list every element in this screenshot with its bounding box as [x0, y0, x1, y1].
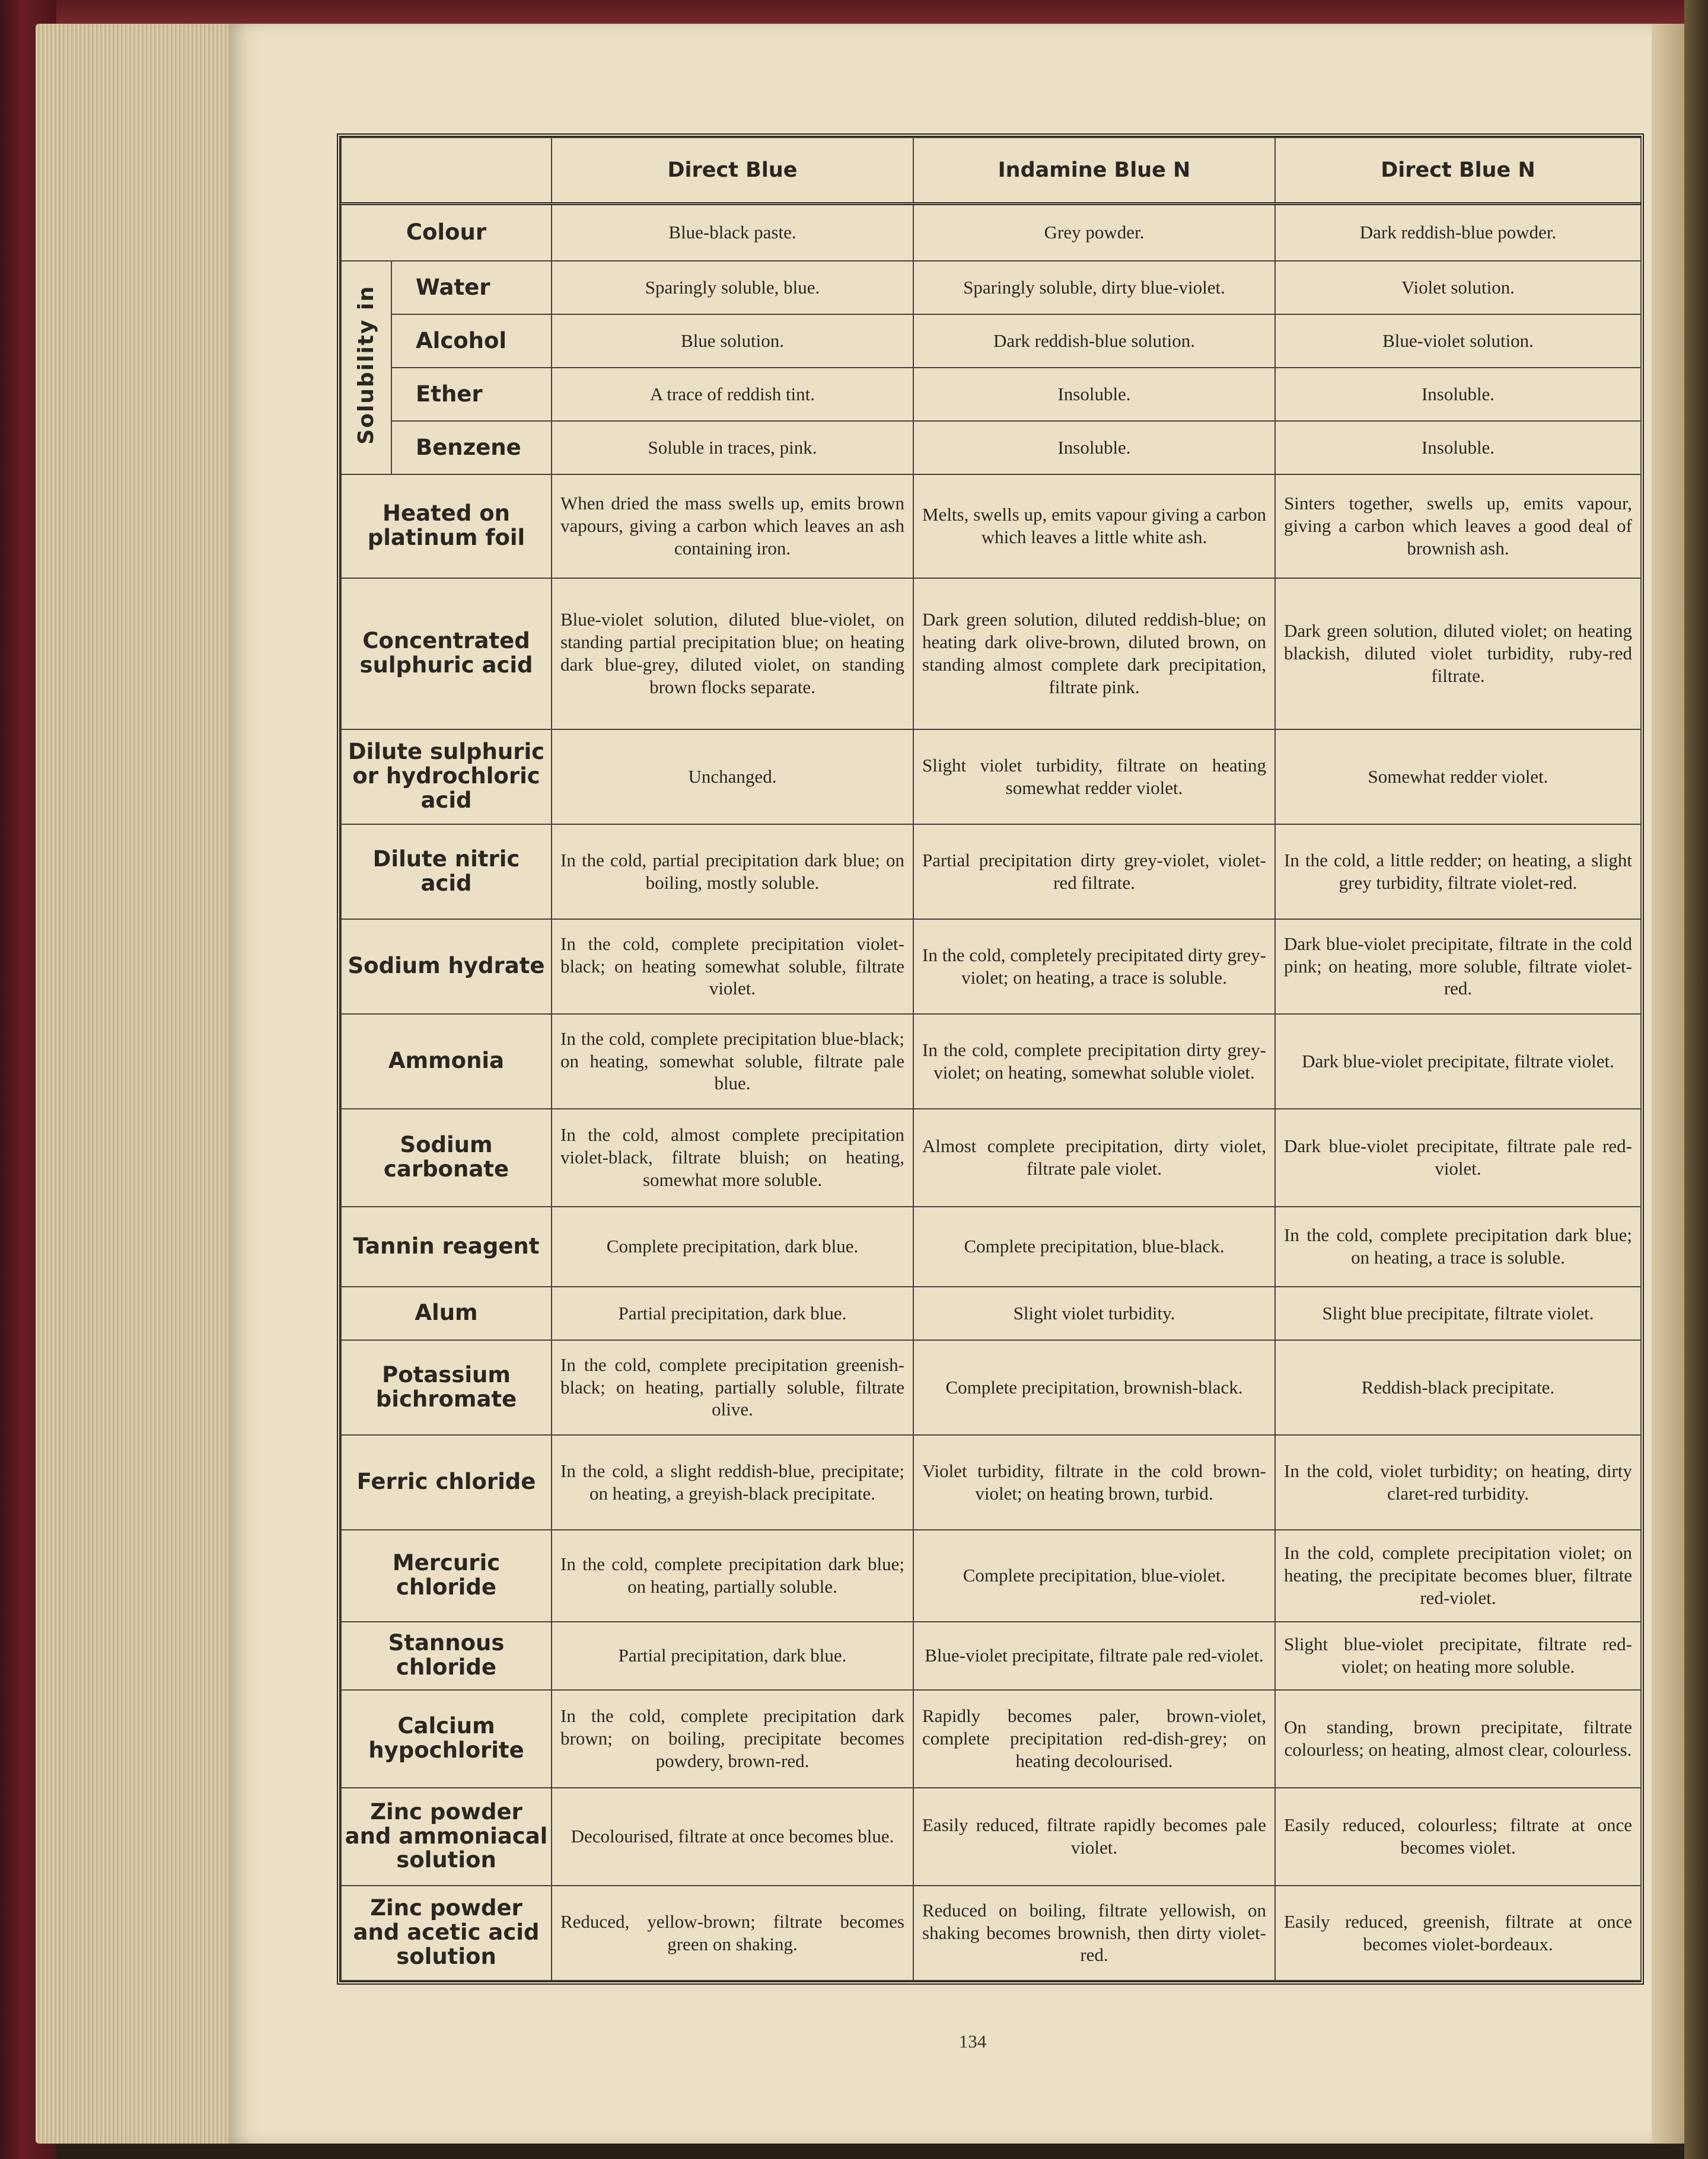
table-cell: Reduced, yellow-brown; filtrate becomes green on shaking.: [552, 1886, 913, 1981]
table-row: [341, 1287, 1641, 1340]
table-cell: Blue-violet solution, diluted blue-violet, on standing partial precipitation blue; on heating dark blue-grey, diluted violet, on standing brown flocks separate.: [552, 578, 913, 729]
table-row: [341, 729, 1641, 824]
table-cell: Reddish-black precipitate.: [1275, 1340, 1641, 1435]
table-cell: Slight blue-violet precipitate, filtrate red-violet; on heating more soluble.: [1275, 1622, 1641, 1690]
dye-test-table-frame: [337, 133, 1644, 1985]
table-cell: A trace of reddish tint.: [552, 368, 913, 421]
table-cell: Reduced on boiling, filtrate yellowish, on shaking becomes brownish, then dirty violet-red.: [913, 1886, 1275, 1981]
table-cell: In the cold, a little redder; on heating, a slight grey turbidity, filtrate violet-red.: [1275, 824, 1641, 919]
header-row: [341, 138, 1641, 204]
table-cell: Dark green solution, diluted reddish-blue; on heating dark olive-brown, diluted brown, on standing almost complete dark precipitation, filtrate pink.: [913, 578, 1275, 729]
row-label: Dilute sulphuric or hydrochloric acid: [341, 729, 552, 824]
row-label: Ammonia: [341, 1014, 552, 1109]
table-cell: Sinters together, swells up, emits vapour, giving a carbon which leaves a good deal of brownish ash.: [1275, 474, 1641, 578]
row-label: Zinc powder and ammoniacal solution: [341, 1788, 552, 1886]
table-cell: Easily reduced, colourless; filtrate at once becomes violet.: [1275, 1788, 1641, 1886]
table-cell: Complete precipitation, brownish-black.: [913, 1340, 1275, 1435]
table-cell: Dark blue-violet precipitate, filtrate in the cold pink; on heating, more soluble, filtrate violet-red.: [1275, 919, 1641, 1014]
table-cell: Partial precipitation, dark blue.: [552, 1287, 913, 1340]
table-cell: Melts, swells up, emits vapour giving a carbon which leaves a little white ash.: [913, 474, 1275, 578]
row-label: Sodium carbonate: [341, 1109, 552, 1207]
table-row: [341, 1340, 1641, 1435]
table-cell: In the cold, complete precipitation dark brown; on boiling, precipitate becomes powdery, brown-red.: [552, 1690, 913, 1788]
table-cell: In the cold, completely precipitated dirty grey-violet; on heating, a trace is soluble.: [913, 919, 1275, 1014]
table-cell: Somewhat redder violet.: [1275, 729, 1641, 824]
table-row: [341, 1788, 1641, 1886]
row-label: Stannous chloride: [341, 1622, 552, 1690]
solubility-group-label: Solubility in: [341, 261, 391, 474]
table-cell: Dark blue-violet precipitate, filtrate pale red-violet.: [1275, 1109, 1641, 1207]
row-label: Concentrated sulphuric acid: [341, 578, 552, 729]
table-row: [341, 1207, 1641, 1287]
book-gutter: [1652, 24, 1684, 2144]
table-cell: Blue-violet solution.: [1275, 314, 1641, 368]
table-cell: Easily reduced, greenish, filtrate at once becomes violet-bordeaux.: [1275, 1886, 1641, 1981]
table-cell: Complete precipitation, blue-black.: [913, 1207, 1275, 1287]
table-cell: Insoluble.: [1275, 368, 1641, 421]
table-row: [341, 824, 1641, 919]
table-cell: Blue-violet precipitate, filtrate pale red-violet.: [913, 1622, 1275, 1690]
row-label: Calcium hypochlorite: [341, 1690, 552, 1788]
table-cell: Dark reddish-blue powder.: [1275, 204, 1641, 261]
row-label: Alum: [341, 1287, 552, 1340]
table-cell: In the cold, complete precipitation dirty grey-violet; on heating, somewhat soluble violet.: [913, 1014, 1275, 1109]
table-row: [341, 1530, 1641, 1622]
table-cell: In the cold, violet turbidity; on heating, dirty claret-red turbidity.: [1275, 1435, 1641, 1530]
row-label: Mercuric chloride: [341, 1530, 552, 1622]
row-label: Potassium bichromate: [341, 1340, 552, 1435]
row-label: Ether: [391, 368, 552, 421]
table-cell: In the cold, almost complete precipitation violet-black, filtrate bluish; on heating, somewhat more soluble.: [552, 1109, 913, 1207]
table-row: [341, 314, 1641, 368]
column-header: Direct Blue: [552, 138, 913, 204]
table-cell: In the cold, complete precipitation dark blue; on heating, partially soluble.: [552, 1530, 913, 1622]
table-cell: In the cold, complete precipitation violet-black; on heating somewhat soluble, filtrate violet.: [552, 919, 913, 1014]
row-label: Heated on platinum foil: [341, 474, 552, 578]
table-cell: Violet turbidity, filtrate in the cold brown-violet; on heating brown, turbid.: [913, 1435, 1275, 1530]
table-cell: When dried the mass swells up, emits brown vapours, giving a carbon which leaves an ash containing iron.: [552, 474, 913, 578]
row-label: Tannin reagent: [341, 1207, 552, 1287]
table-cell: Insoluble.: [1275, 421, 1641, 474]
table-cell: Soluble in traces, pink.: [552, 421, 913, 474]
table-cell: Decolourised, filtrate at once becomes blue.: [552, 1788, 913, 1886]
table-cell: Insoluble.: [913, 421, 1275, 474]
table-row: [341, 1690, 1641, 1788]
table-row: [341, 204, 1641, 261]
table-row: [341, 1435, 1641, 1530]
table-cell: Blue solution.: [552, 314, 913, 368]
table-row: [341, 421, 1641, 474]
table-row: [341, 1109, 1641, 1207]
table-cell: Dark reddish-blue solution.: [913, 314, 1275, 368]
book-cover-right: [1684, 0, 1708, 2159]
table-cell: In the cold, complete precipitation dark blue; on heating, a trace is soluble.: [1275, 1207, 1641, 1287]
table-cell: Complete precipitation, dark blue.: [552, 1207, 913, 1287]
table-cell: In the cold, partial precipitation dark blue; on boiling, mostly soluble.: [552, 824, 913, 919]
table-row: [341, 474, 1641, 578]
row-label: Zinc powder and acetic acid solution: [341, 1886, 552, 1981]
table-cell: Violet solution.: [1275, 261, 1641, 314]
table-cell: Slight violet turbidity.: [913, 1287, 1275, 1340]
table-cell: Slight violet turbidity, filtrate on heating somewhat redder violet.: [913, 729, 1275, 824]
row-label: Colour: [341, 204, 552, 261]
page-edges: [36, 24, 231, 2144]
row-label: Alcohol: [391, 314, 552, 368]
table-cell: Dark blue-violet precipitate, filtrate violet.: [1275, 1014, 1641, 1109]
table-cell: In the cold, complete precipitation greenish-black; on heating, partially soluble, filtrate olive.: [552, 1340, 913, 1435]
row-label: Sodium hydrate: [341, 919, 552, 1014]
table-cell: Easily reduced, filtrate rapidly becomes pale violet.: [913, 1788, 1275, 1886]
table-cell: Rapidly becomes paler, brown-violet, complete precipitation red-dish-grey; on heating decolourised.: [913, 1690, 1275, 1788]
table-cell: Slight blue precipitate, filtrate violet.: [1275, 1287, 1641, 1340]
table-cell: Sparingly soluble, blue.: [552, 261, 913, 314]
table-row: [341, 919, 1641, 1014]
table-cell: Unchanged.: [552, 729, 913, 824]
table-row: [341, 1014, 1641, 1109]
table-cell: Insoluble.: [913, 368, 1275, 421]
table-row: [341, 261, 1641, 314]
table-cell: Almost complete precipitation, dirty violet, filtrate pale violet.: [913, 1109, 1275, 1207]
row-label: Water: [391, 261, 552, 314]
column-header: Indamine Blue N: [913, 138, 1275, 204]
table-cell: Complete precipitation, blue-violet.: [913, 1530, 1275, 1622]
table-cell: In the cold, a slight reddish-blue, precipitate; on heating, a greyish-black precipitate.: [552, 1435, 913, 1530]
row-label: Ferric chloride: [341, 1435, 552, 1530]
table-row: [341, 1886, 1641, 1981]
table-cell: Partial precipitation dirty grey-violet, violet-red filtrate.: [913, 824, 1275, 919]
table-row: [341, 368, 1641, 421]
dye-test-table: [340, 137, 1642, 1981]
table-cell: Grey powder.: [913, 204, 1275, 261]
table-cell: Sparingly soluble, dirty blue-violet.: [913, 261, 1275, 314]
table-cell: Blue-black paste.: [552, 204, 913, 261]
row-label: Dilute nitric acid: [341, 824, 552, 919]
table-cell: Partial precipitation, dark blue.: [552, 1622, 913, 1690]
table-cell: In the cold, complete precipitation violet; on heating, the precipitate becomes bluer, filtrate red-violet.: [1275, 1530, 1641, 1622]
table-row: [341, 578, 1641, 729]
column-header: Direct Blue N: [1275, 138, 1641, 204]
header-corner: [341, 138, 552, 204]
page-number: 134: [958, 2031, 987, 2052]
row-label: Benzene: [391, 421, 552, 474]
table-cell: Dark green solution, diluted violet; on heating blackish, diluted violet turbidity, ruby-red filtrate.: [1275, 578, 1641, 729]
table-cell: On standing, brown precipitate, filtrate colourless; on heating, almost clear, colourless.: [1275, 1690, 1641, 1788]
table-cell: In the cold, complete precipitation blue-black; on heating, somewhat soluble, filtrate pale blue.: [552, 1014, 913, 1109]
table-row: [341, 1622, 1641, 1690]
